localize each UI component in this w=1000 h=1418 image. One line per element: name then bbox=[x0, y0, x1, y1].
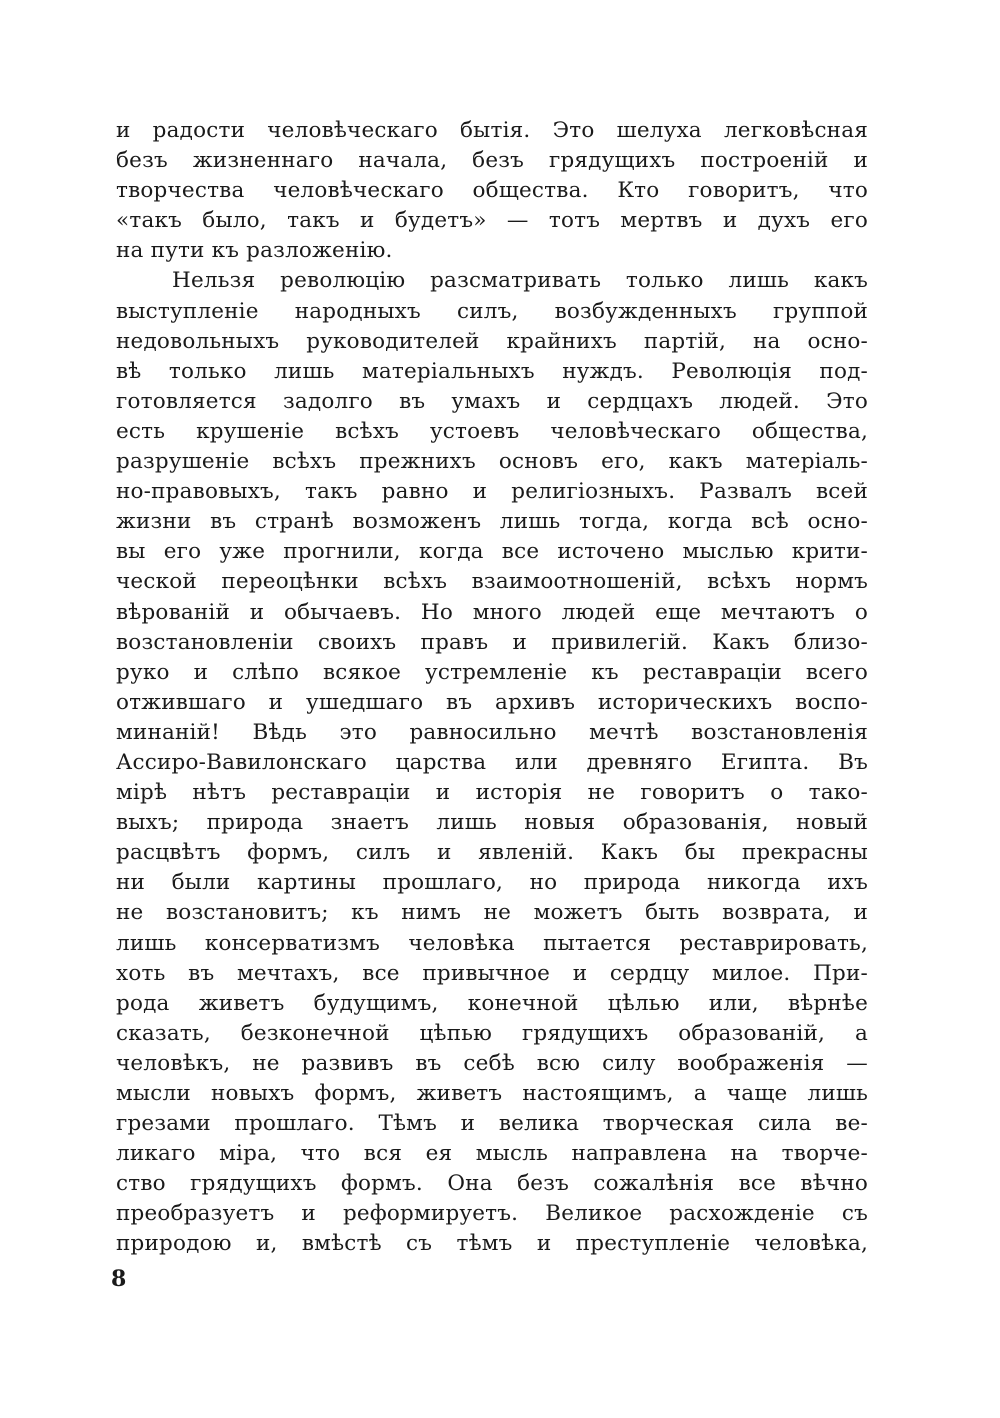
text-line: расцвѣтъ формъ, силъ и явленій. Какъ бы прекрасны bbox=[116, 840, 868, 866]
text-line: на пути къ разложенію. bbox=[116, 238, 393, 264]
text-line: преобразуетъ и реформируетъ. Великое расхожденіе съ bbox=[116, 1201, 868, 1227]
text-line: есть крушеніе всѣхъ устоевъ человѣческаго общества, bbox=[116, 418, 868, 444]
text-line: выхъ; природа знаетъ лишь новыя образованія, новый bbox=[116, 810, 868, 836]
text-line: разрушеніе всѣхъ прежнихъ основъ его, какъ матеріаль- bbox=[116, 449, 868, 475]
text-line: безъ жизненнаго начала, безъ грядущихъ построеній и bbox=[116, 148, 868, 174]
text-line: недовольныхъ руководителей крайнихъ партій, на осно- bbox=[116, 328, 868, 354]
text-line: человѣкъ, не развивъ въ себѣ всю силу воображенія — bbox=[116, 1050, 868, 1076]
text-line: грезами прошлаго. Тѣмъ и велика творческая сила ве- bbox=[116, 1111, 868, 1137]
text-line: возстановленіи своихъ правъ и привилегій. Какъ близо- bbox=[116, 629, 868, 655]
body-text bbox=[116, 116, 868, 1260]
text-line: но-правовыхъ, такъ равно и религіозныхъ. Развалъ всей bbox=[116, 479, 868, 505]
text-line: вѣ только лишь матеріальныхъ нуждъ. Революція под- bbox=[116, 358, 868, 384]
text-line: вѣрованій и обычаевъ. Но много людей еще мечтаютъ о bbox=[116, 599, 868, 625]
text-line: ческой переоцѣнки всѣхъ взаимоотношеній, всѣхъ нормъ bbox=[116, 569, 868, 595]
text-line: не возстановитъ; къ нимъ не можетъ быть возврата, и bbox=[116, 900, 868, 926]
text-line: ликаго міра, что вся ея мысль направлена на творче- bbox=[116, 1141, 868, 1167]
text-line: рода живетъ будущимъ, конечной цѣлью или, вѣрнѣе bbox=[116, 990, 868, 1016]
text-line: мысли новыхъ формъ, живетъ настоящимъ, а чаще лишь bbox=[116, 1081, 868, 1106]
text-line: творчества человѣческаго общества. Кто говоритъ, что bbox=[116, 178, 868, 204]
text-line: Ассиро-Вавилонскаго царства или древняго Египта. Въ bbox=[116, 749, 868, 775]
text-line: сказать, безконечной цѣпью грядущихъ образованій, а bbox=[116, 1020, 868, 1046]
text-line: выступленіе народныхъ силъ, возбужденныхъ группой bbox=[116, 298, 868, 324]
text-line: и радости человѣческаго бытія. Это шелуха легковѣсная bbox=[116, 118, 868, 143]
text-line: готовляется задолго въ умахъ и сердцахъ людей. Это bbox=[116, 388, 868, 414]
text-line: отжившаго и ушедшаго въ архивъ историческихъ воспо- bbox=[116, 689, 868, 715]
text-line: лишь консерватизмъ человѣка пытается реставрировать, bbox=[116, 930, 868, 956]
text-line: мірѣ нѣтъ реставраціи и исторія не говоритъ о тако- bbox=[116, 780, 868, 806]
text-line: «такъ было, такъ и будетъ» — тотъ мертвъ и духъ его bbox=[116, 208, 868, 234]
text-line: природою и, вмѣстѣ съ тѣмъ и преступленіе человѣка, bbox=[116, 1231, 868, 1257]
text-line: ство грядущихъ формъ. Она безъ сожалѣнія все вѣчно bbox=[116, 1171, 868, 1197]
text-line: руко и слѣпо всякое устремленіе къ реставраціи всего bbox=[116, 659, 868, 685]
text-line: вы его уже прогнили, когда все источено мыслью крити- bbox=[116, 539, 868, 565]
text-line: жизни въ странѣ возможенъ лишь тогда, когда всѣ осно- bbox=[116, 509, 868, 535]
text-line: хоть въ мечтахъ, все привычное и сердцу милое. При- bbox=[116, 960, 868, 986]
text-line: минаній! Вѣдь это равносильно мечтѣ возстановленія bbox=[116, 719, 868, 745]
text-line: ни были картины прошлаго, но природа никогда ихъ bbox=[116, 870, 868, 896]
page-number: 8 bbox=[111, 1266, 127, 1292]
text-line: Нельзя революцію разсматривать только лишь какъ bbox=[172, 268, 868, 294]
